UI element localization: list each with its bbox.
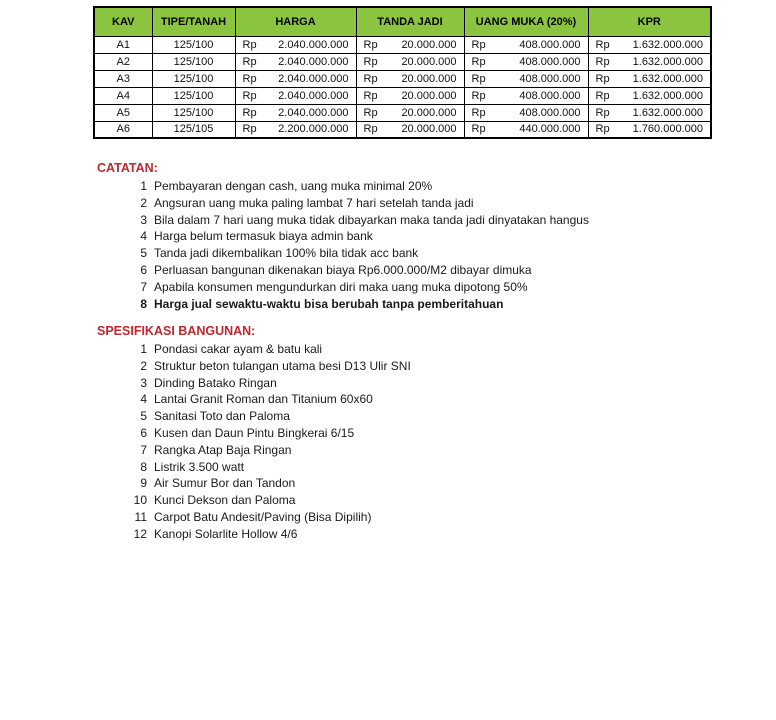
uang-muka-cell [464,121,588,138]
tanda-jadi-cell [356,53,464,70]
list-item [97,228,589,245]
column-header-0: KAV [94,7,152,36]
spesifikasi-section [97,324,411,543]
currency-prefix: Rp [471,55,486,68]
kav-cell: A1 [94,36,152,53]
kpr-cell [588,121,711,138]
kpr-value: 1.632.000.000 [632,72,703,85]
kav-cell: A6 [94,121,152,138]
tanda-jadi-cell [356,104,464,121]
item-number: 6 [140,425,147,440]
item-text: Lantai Granit Roman dan Titanium 60x60 [154,392,373,407]
currency-prefix: Rp [363,89,378,102]
kpr-cell [588,87,711,104]
uang-muka-cell [464,36,588,53]
kpr-value: 1.760.000.000 [632,123,703,136]
list-item [97,492,411,509]
uang-muka-value: 408.000.000 [519,55,581,68]
tanda-jadi-cell [356,36,464,53]
list-item [97,459,411,476]
item-number: 12 [133,526,147,541]
tanda-jadi-value: 20.000.000 [401,89,457,102]
item-text: Dinding Batako Ringan [154,375,277,390]
kav-cell: A2 [94,53,152,70]
item-number: 1 [140,342,147,356]
catatan-list [97,178,589,312]
column-header-4: UANG MUKA (20%) [464,7,588,36]
currency-prefix: Rp [242,55,257,68]
item-text: Bila dalam 7 hari uang muka tidak dibayarkan maka tanda jadi dinyatakan hangus [154,212,589,227]
item-number: 6 [140,262,147,277]
list-item [97,279,589,296]
item-text: Harga belum termasuk biaya admin bank [154,229,373,244]
harga-cell [235,104,356,121]
column-header-3: TANDA JADI [356,7,464,36]
currency-prefix: Rp [363,72,378,85]
item-text: Angsuran uang muka paling lambat 7 hari setelah tanda jadi [154,195,474,210]
item-number: 2 [140,358,147,373]
item-number: 7 [140,442,147,457]
kpr-value: 1.632.000.000 [632,38,703,51]
currency-prefix: Rp [363,38,378,51]
list-item [97,262,589,279]
kav-cell: A5 [94,104,152,121]
item-text: Kusen dan Daun Pintu Bingkerai 6/15 [154,425,355,440]
uang-muka-cell [464,87,588,104]
list-item [97,358,411,375]
kpr-value: 1.632.000.000 [632,89,703,102]
list-item [97,245,589,262]
item-number: 9 [140,476,147,491]
harga-value: 2.040.000.000 [278,89,349,102]
currency-prefix: Rp [242,38,257,51]
currency-prefix: Rp [363,123,378,136]
uang-muka-cell [464,70,588,87]
catatan-heading: CATATAN: [97,161,158,175]
list-item [97,509,411,526]
item-number: 8 [140,296,147,311]
kpr-cell [588,53,711,70]
list-item [97,408,411,425]
harga-value: 2.040.000.000 [278,55,349,68]
tanda-jadi-value: 20.000.000 [401,123,457,136]
column-header-2: HARGA [235,7,356,36]
item-number: 7 [140,279,147,294]
spesifikasi-list [97,341,411,543]
item-number: 1 [140,179,147,193]
currency-prefix: Rp [595,38,610,51]
item-number: 11 [134,509,147,524]
item-text: Apabila konsumen mengundurkan diri maka uang muka dipotong 50% [154,279,528,294]
uang-muka-value: 408.000.000 [519,106,581,119]
uang-muka-cell [464,53,588,70]
item-text: Rangka Atap Baja Ringan [154,442,292,457]
list-item [97,195,589,212]
list-item [97,212,589,229]
currency-prefix: Rp [595,72,610,85]
item-text: Struktur beton tulangan utama besi D13 Ulir SNI [154,358,411,373]
currency-prefix: Rp [595,89,610,102]
kav-cell: A3 [94,70,152,87]
item-text: Listrik 3.500 watt [154,459,245,474]
harga-value: 2.200.000.000 [278,123,349,136]
item-number: 3 [140,375,147,390]
item-number: 8 [140,459,147,474]
item-text: Carpot Batu Andesit/Paving (Bisa Dipilih) [154,509,372,524]
harga-value: 2.040.000.000 [278,72,349,85]
tanda-jadi-value: 20.000.000 [401,72,457,85]
item-text: Sanitasi Toto dan Paloma [154,409,290,424]
catatan-section [97,161,589,312]
item-text: Perluasan bangunan dikenakan biaya Rp6.000.000/M2 dibayar dimuka [154,262,532,277]
item-number: 5 [140,246,147,261]
item-number: 4 [140,392,147,407]
currency-prefix: Rp [471,89,486,102]
tipe-tanah-cell: 125/100 [152,53,235,70]
currency-prefix: Rp [595,123,610,136]
harga-cell [235,53,356,70]
kpr-cell [588,36,711,53]
tipe-tanah-cell: 125/105 [152,121,235,138]
table-row [94,104,711,121]
currency-prefix: Rp [471,72,486,85]
item-number: 5 [140,409,147,424]
tanda-jadi-value: 20.000.000 [401,55,457,68]
list-item [97,425,411,442]
kpr-value: 1.632.000.000 [632,106,703,119]
currency-prefix: Rp [242,106,257,119]
kav-cell: A4 [94,87,152,104]
uang-muka-value: 408.000.000 [519,89,581,102]
tanda-jadi-value: 20.000.000 [401,38,457,51]
item-number: 3 [140,212,147,227]
uang-muka-value: 408.000.000 [519,38,581,51]
tipe-tanah-cell: 125/100 [152,104,235,121]
item-number: 10 [133,493,147,508]
table-row [94,121,711,138]
list-item [97,375,411,392]
list-item [97,442,411,459]
item-text: Pondasi cakar ayam & batu kali [154,342,323,356]
list-item [97,296,589,313]
item-text: Air Sumur Bor dan Tandon [154,476,296,491]
harga-cell [235,87,356,104]
item-text: Tanda jadi dikembalikan 100% bila tidak acc bank [154,246,419,261]
table-row [94,70,711,87]
tanda-jadi-cell [356,70,464,87]
table-row [94,36,711,53]
tanda-jadi-value: 20.000.000 [401,106,457,119]
table-row [94,87,711,104]
harga-cell [235,36,356,53]
currency-prefix: Rp [471,38,486,51]
currency-prefix: Rp [242,89,257,102]
tipe-tanah-cell: 125/100 [152,70,235,87]
tipe-tanah-cell: 125/100 [152,36,235,53]
item-text: Kunci Dekson dan Paloma [154,493,296,508]
currency-prefix: Rp [471,123,486,136]
currency-prefix: Rp [363,55,378,68]
tipe-tanah-cell: 125/100 [152,87,235,104]
harga-value: 2.040.000.000 [278,38,349,51]
uang-muka-value: 440.000.000 [519,123,581,136]
kpr-cell [588,70,711,87]
item-text: Kanopi Solarlite Hollow 4/6 [154,526,298,541]
table-header-row [94,7,711,36]
currency-prefix: Rp [363,106,378,119]
currency-prefix: Rp [242,123,257,136]
item-number: 4 [140,229,147,244]
price-table [93,6,712,139]
column-header-5: KPR [588,7,711,36]
uang-muka-cell [464,104,588,121]
harga-value: 2.040.000.000 [278,106,349,119]
tanda-jadi-cell [356,121,464,138]
item-number: 2 [140,195,147,210]
item-text: Pembayaran dengan cash, uang muka minimal 20% [154,179,433,193]
list-item [97,475,411,492]
table-row [94,53,711,70]
list-item [97,391,411,408]
currency-prefix: Rp [242,72,257,85]
tanda-jadi-cell [356,87,464,104]
spesifikasi-heading: SPESIFIKASI BANGUNAN: [97,324,256,338]
currency-prefix: Rp [595,55,610,68]
harga-cell [235,121,356,138]
item-text: Harga jual sewaktu-waktu bisa berubah tanpa pemberitahuan [154,296,504,311]
list-item [97,526,411,543]
column-header-1: TIPE/TANAH [152,7,235,36]
list-item [97,341,411,358]
list-item [97,178,589,195]
harga-cell [235,70,356,87]
currency-prefix: Rp [471,106,486,119]
uang-muka-value: 408.000.000 [519,72,581,85]
kpr-cell [588,104,711,121]
currency-prefix: Rp [595,106,610,119]
kpr-value: 1.632.000.000 [632,55,703,68]
